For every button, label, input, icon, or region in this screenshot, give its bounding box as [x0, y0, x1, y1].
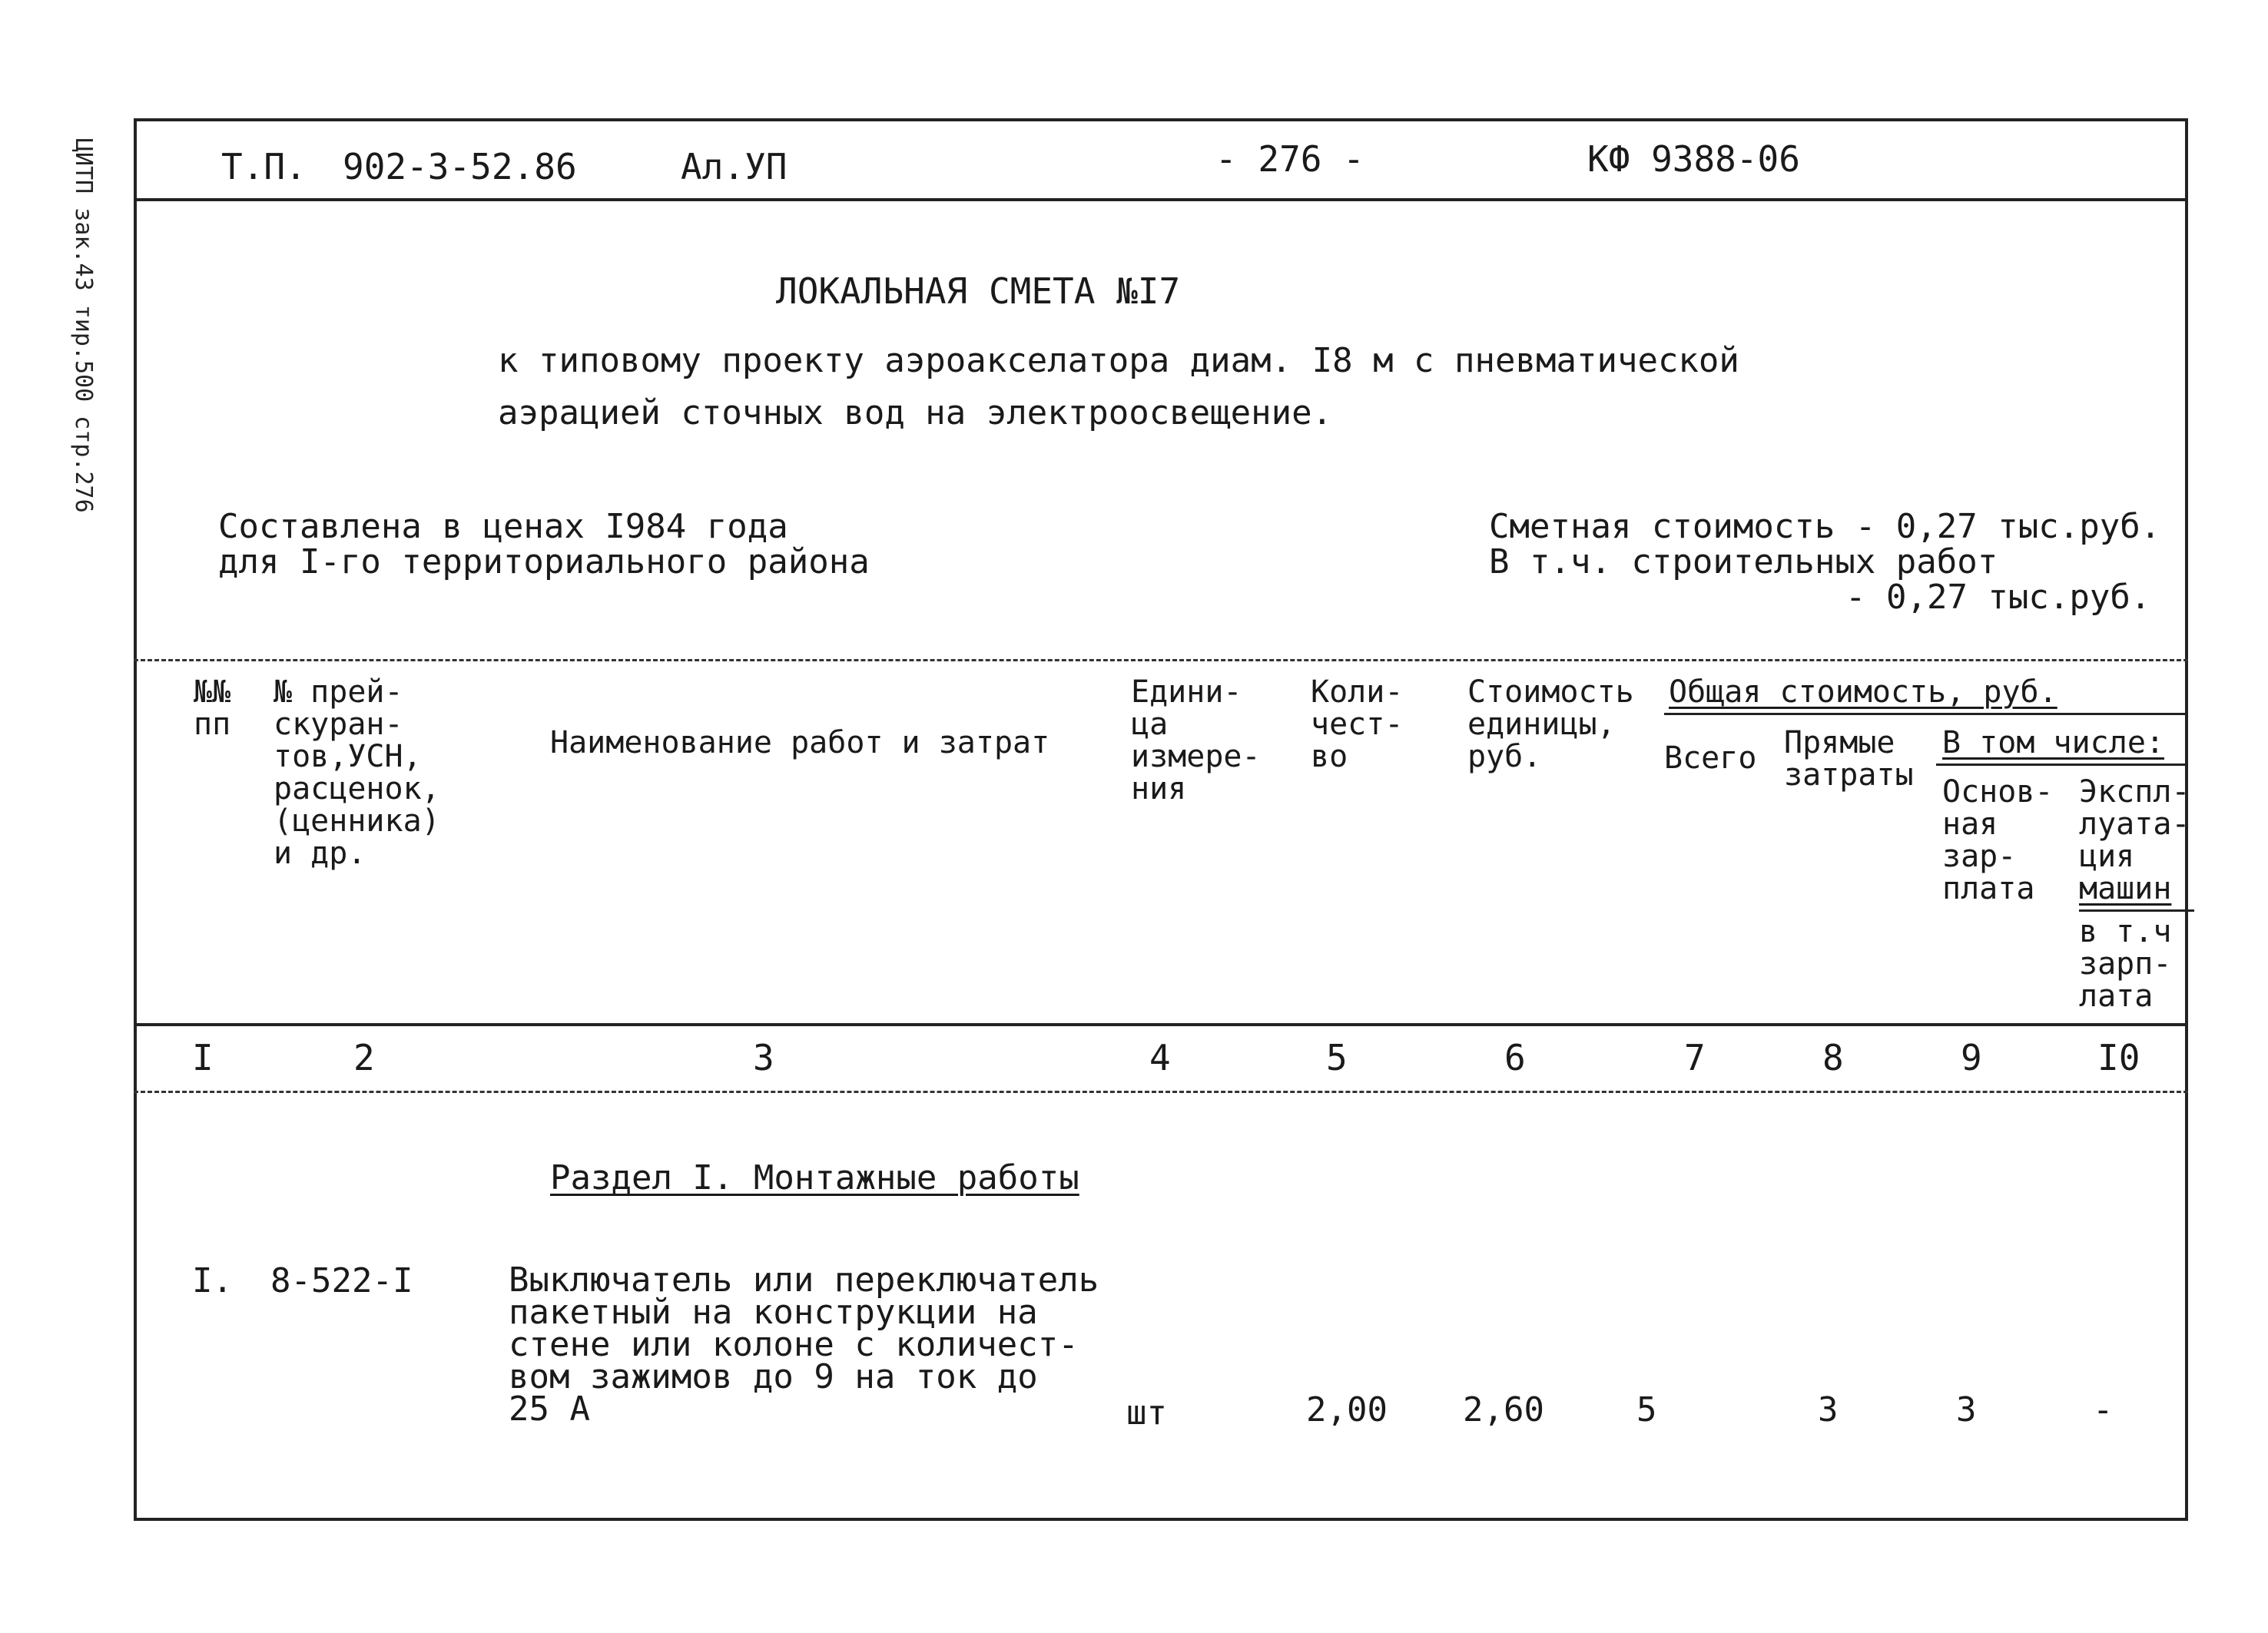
column-number-7: 7 — [1684, 1037, 1706, 1078]
col-header-unit-cost: Стоимость единицы, руб. — [1467, 674, 1634, 774]
document-code: КФ 9388-06 — [1587, 138, 1800, 180]
info-construction-cost: - 0,27 тыс.руб. — [1845, 578, 2151, 617]
col-header-direct: Прямые затраты — [1784, 725, 1914, 793]
col-header-incl-group: В том числе: — [1942, 725, 2164, 760]
column-number-10: I0 — [2097, 1037, 2140, 1078]
page-title: ЛОКАЛЬНАЯ СМЕТА №I7 — [776, 270, 1181, 312]
tp-label: Т.П. — [221, 146, 307, 187]
col-header-price-ref: № прей- скуран- тов,УСН, расценок, (ценника) и др. — [274, 674, 440, 871]
row-unit-cost: 2,60 — [1463, 1390, 1544, 1429]
page-number: - 276 - — [1215, 138, 1364, 180]
column-number-3: 3 — [753, 1037, 774, 1078]
total-group-rule — [1664, 713, 2188, 715]
row-direct-costs: 3 — [1818, 1390, 1839, 1429]
column-number-8: 8 — [1822, 1037, 1844, 1078]
info-prices-year: Составлена в ценах I984 года — [218, 507, 788, 546]
column-number-4: 4 — [1149, 1037, 1171, 1078]
column-number-9: 9 — [1961, 1037, 1982, 1078]
row-number: I. — [192, 1261, 233, 1300]
machines-sub-rule — [2079, 909, 2194, 912]
incl-group-rule — [1936, 764, 2188, 766]
column-number-top-rule — [134, 1023, 2188, 1026]
info-estimate-cost: Сметная стоимость - 0,27 тыс.руб. — [1489, 507, 2161, 546]
col-header-machines-salary: в т.ч зарп- лата — [2079, 914, 2172, 1014]
subtitle-line-1: к типовому проекту аэроакселатора диам. I8 м с пневматической — [498, 341, 1739, 380]
col-header-name: Наименование работ и затрат — [550, 725, 1050, 760]
album-label: Ал.УП — [681, 146, 788, 187]
col-header-total-group: Общая стоимость, руб. — [1669, 674, 2057, 710]
side-note: ЦИТП зак.43 тир.500 стр.276 — [70, 138, 97, 513]
header-divider — [134, 198, 2188, 201]
column-number-5: 5 — [1326, 1037, 1348, 1078]
column-number-2: 2 — [353, 1037, 375, 1078]
row-work-name: Выключатель или переключатель пакетный на конструкции на стене или колоне с количест- вом зажимов до 9 на ток до 25 А — [509, 1260, 1099, 1429]
info-region: для I-го территориального района — [218, 542, 870, 581]
document-frame — [134, 118, 2188, 1521]
row-total: 5 — [1636, 1390, 1657, 1429]
col-header-num: №№ пп — [194, 674, 231, 742]
col-header-unit: Едини- ца измере- ния — [1131, 674, 1261, 807]
column-number-bottom-rule — [134, 1091, 2188, 1093]
row-unit: шт — [1126, 1393, 1167, 1433]
section-title: Раздел I. Монтажные работы — [550, 1158, 1079, 1197]
col-header-machines: Экспл- луата- ция машин — [2079, 774, 2190, 906]
col-header-qty: Коли- чест- во — [1311, 674, 1404, 774]
table-top-rule — [134, 659, 2188, 661]
col-header-total: Всего — [1664, 740, 1757, 776]
subtitle-line-2: аэрацией сточных вод на электроосвещение. — [498, 393, 1333, 432]
row-quantity: 2,00 — [1306, 1390, 1388, 1429]
row-machine-operation: - — [2093, 1390, 2114, 1429]
info-construction-label: В т.ч. строительных работ — [1489, 542, 1998, 581]
column-number-6: 6 — [1504, 1037, 1526, 1078]
row-basic-salary: 3 — [1956, 1390, 1977, 1429]
row-price-code: 8-522-I — [270, 1261, 413, 1300]
column-number-1: I — [192, 1037, 214, 1078]
tp-number: 902-3-52.86 — [343, 146, 577, 187]
col-header-salary: Основ- ная зар- плата — [1942, 774, 2054, 906]
